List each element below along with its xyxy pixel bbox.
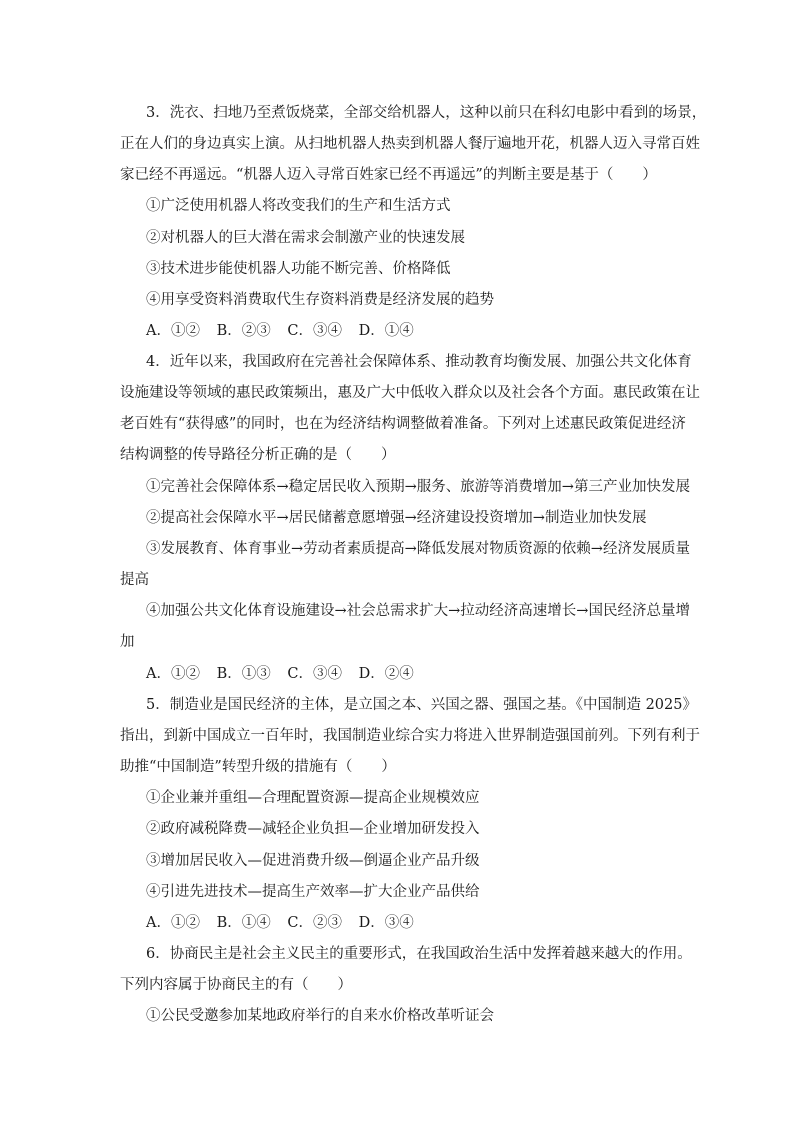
question-4-option-c: C．③④ xyxy=(287,666,342,682)
question-5-option-c: C．②③ xyxy=(287,915,342,931)
question-4-item-3-cont: 提高 xyxy=(120,572,149,588)
question-3-options xyxy=(146,321,426,341)
question-4-option-a: A．①② xyxy=(146,666,200,682)
question-5-option-d: D．③④ xyxy=(358,915,414,931)
question-5-option-b: B．①④ xyxy=(216,915,271,931)
question-4-item-3: ③发展教育、体育事业→劳动者素质提高→降低发展对物质资源的依赖→经济发展质量 xyxy=(146,541,690,557)
question-4-item-1: ①完善社会保障体系→稳定居民收入预期→服务、旅游等消费增加→第三产业加快发展 xyxy=(146,479,690,495)
question-6-stem-line-1: 6．协商民主是社会主义民主的重要形式，在我国政治生活中发挥着越来越大的作用。 xyxy=(146,946,692,962)
question-4-stem-line-1: 4．近年以来，我国政府在完善社会保障体系、推动教育均衡发展、加强公共文化体育 xyxy=(146,354,692,370)
question-4-option-b: B．①③ xyxy=(216,666,271,682)
question-3-stem-line-1: 3．洗衣、扫地乃至煮饭烧菜，全部交给机器人，这种以前只在科幻电影中看到的场景， xyxy=(146,105,707,121)
question-5-options xyxy=(146,913,426,933)
question-5-stem-line-1: 5．制造业是国民经济的主体，是立国之本、兴国之器、强国之基。《中国制造 2025》 xyxy=(146,697,697,713)
question-4-option-d: D．②④ xyxy=(358,666,414,682)
question-3-option-c: C．③④ xyxy=(287,323,342,339)
question-5-item-3: ③增加居民收入—促进消费升级—倒逼企业产品升级 xyxy=(146,853,480,869)
question-6-stem-line-2: 下列内容属于协商民主的有（ ） xyxy=(120,977,352,993)
question-4-stem-line-3: 老百姓有“获得感”的同时，也在为经济结构调整做着准备。下列对上述惠民政策促进经济 xyxy=(120,416,686,432)
question-4-item-4-cont: 加 xyxy=(120,634,135,650)
question-5-stem-line-2: 指出，到新中国成立一百年时，我国制造业综合实力将进入世界制造强国前列。下列有利于 xyxy=(120,728,700,744)
question-5-option-a: A．①② xyxy=(146,915,200,931)
question-5-item-1: ①企业兼并重组—合理配置资源—提高企业规模效应 xyxy=(146,790,480,806)
question-3-option-a: A．①② xyxy=(146,323,200,339)
question-4-options xyxy=(146,664,426,684)
question-5-item-4: ④引进先进技术—提高生产效率—扩大企业产品供给 xyxy=(146,884,480,900)
question-5-stem-line-3: 助推“中国制造”转型升级的措施有（ ） xyxy=(120,759,396,775)
question-3-item-3: ③技术进步能使机器人功能不断完善、价格降低 xyxy=(146,261,451,277)
question-3-item-1: ①广泛使用机器人将改变我们的生产和生活方式 xyxy=(146,198,451,214)
question-4-item-2: ②提高社会保障水平→居民储蓄意愿增强→经济建设投资增加→制造业加快发展 xyxy=(146,510,647,526)
question-3-option-d: D．①④ xyxy=(358,323,414,339)
question-3-stem-line-3: 家已经不再遥远。“机器人迈入寻常百姓家已经不再遥远”的判断主要是基于（ ） xyxy=(120,167,657,183)
question-5-item-2: ②政府减税降费—减轻企业负担—企业增加研发投入 xyxy=(146,821,480,837)
question-3-item-4: ④用享受资料消费取代生存资料消费是经济发展的趋势 xyxy=(146,292,494,308)
question-3-option-b: B．②③ xyxy=(216,323,271,339)
question-4-stem-line-4: 结构调整的传导路径分析正确的是（ ） xyxy=(120,447,396,463)
question-4-item-4: ④加强公共文化体育设施建设→社会总需求扩大→拉动经济高速增长→国民经济总量增 xyxy=(146,603,690,619)
question-6-item-1: ①公民受邀参加某地政府举行的自来水价格改革听证会 xyxy=(146,1008,494,1024)
question-3-stem-line-2: 正在人们的身边真实上演。从扫地机器人热卖到机器人餐厅遍地开花，机器人迈入寻常百姓 xyxy=(120,136,700,152)
question-3-item-2: ②对机器人的巨大潜在需求会制激产业的快速发展 xyxy=(146,230,465,246)
question-4-stem-line-2: 设施建设等领域的惠民政策频出，惠及广大中低收入群众以及社会各个方面。惠民政策在让 xyxy=(120,385,700,401)
